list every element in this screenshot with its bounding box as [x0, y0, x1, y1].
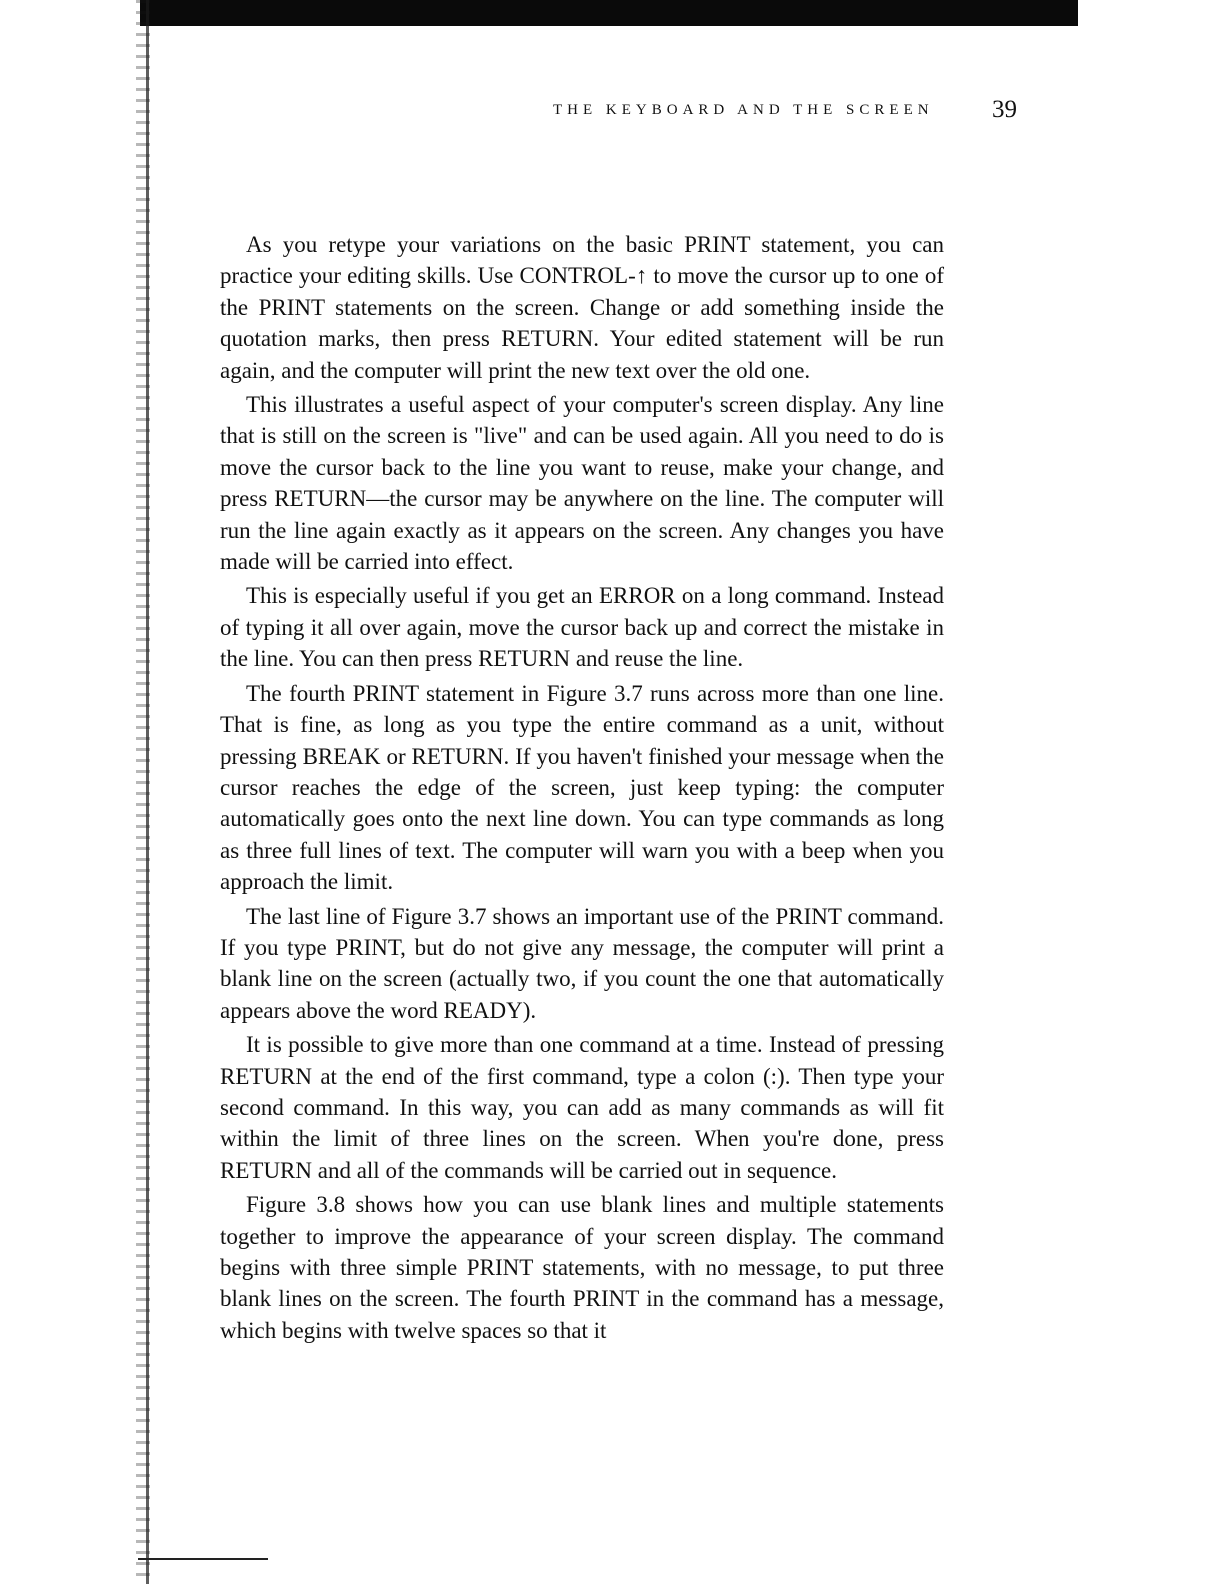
paragraph: Figure 3.8 shows how you can use blank lines and multiple statements together to improve the appearance of your screen display. The command begins with three simple PRINT statements, with no message, to put three blank lines on the screen. The fourth PRINT in the command has a message, which begins with twelve spaces so that it: [220, 1192, 944, 1343]
body-text: [220, 229, 944, 1349]
paragraph: As you retype your variations on the basic PRINT statement, you can practice your editing skills. Use CONTROL-↑ to move the cursor up to one of the PRINT statements on the screen. Change or add something inside the quotation marks, then press RETURN. Your edited statement will be run again, and the computer will print the new text over the old one.: [220, 232, 944, 383]
paragraph: This is especially useful if you get an ERROR on a long command. Instead of typing it all over again, move the cursor back up and correct the mistake in the line. You can then press RETURN and reuse the line.: [220, 583, 944, 672]
paragraph: It is possible to give more than one command at a time. Instead of pressing RETURN at the end of the first command, type a colon (:). Then type your second command. In this way, you can add as many commands as will fit within the limit of three lines on the screen. When you're done, press RETURN and all of the commands will be carried out in sequence.: [220, 1032, 944, 1183]
page-number: 39: [992, 96, 1017, 123]
footer-rule: [138, 1558, 268, 1560]
paragraph: The fourth PRINT statement in Figure 3.7 runs across more than one line. That is fine, as long as you type the entire command as a unit, without pressing BREAK or RETURN. If you haven't finished your message when the cursor reaches the edge of the screen, just keep typing: the computer automatically goes onto the next line down. You can type commands as long as three full lines of text. The computer will warn you with a beep when you approach the limit.: [220, 680, 944, 895]
running-head: THE KEYBOARD AND THE SCREEN: [553, 102, 934, 118]
scan-binding-line: [146, 0, 149, 1584]
paragraph: The last line of Figure 3.7 shows an important use of the PRINT command. If you type PRINT, but do not give any message, the computer will print a blank line on the screen (actually two, if you count the one that automatically appears above the word READY).: [220, 903, 944, 1023]
paragraph: This illustrates a useful aspect of your computer's screen display. Any line that is still on the screen is "live" and can be used again. All you need to do is move the cursor back to the line you want to reuse, make your change, and press RETURN—the cursor may be anywhere on the line. The computer will run the line again exactly as it appears on the screen. Any changes you have made will be carried into effect.: [220, 392, 944, 575]
scan-top-edge: [140, 0, 1078, 26]
